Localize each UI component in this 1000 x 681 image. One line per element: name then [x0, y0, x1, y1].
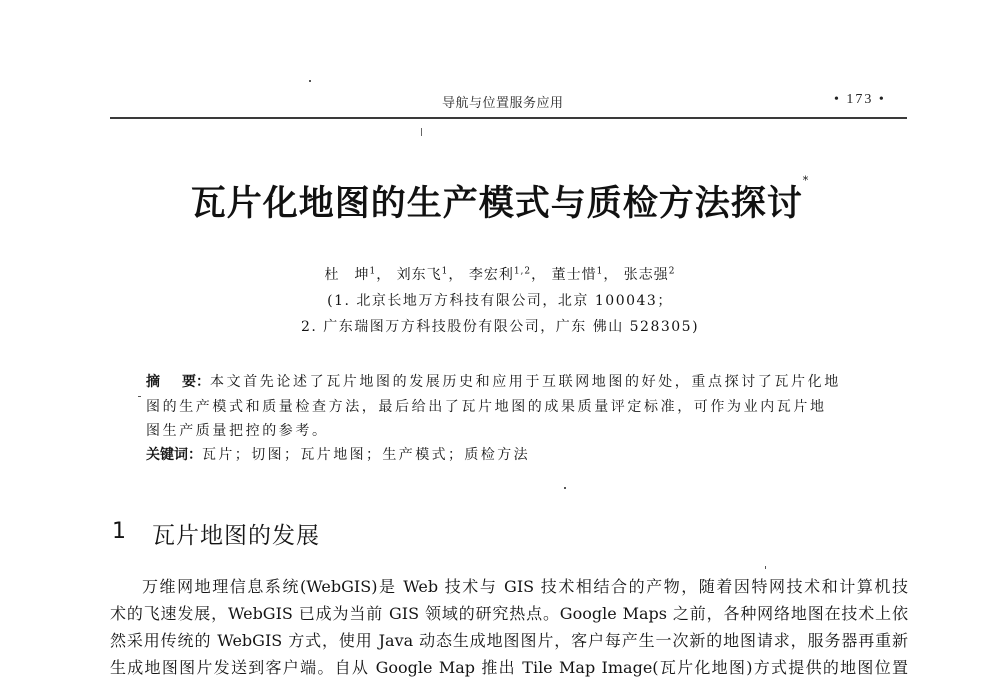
body-line: 然采用传统的 WebGIS 方式，使用 Java 动态生成地图图片，客户每产生一次新的地图请求，服务器再重新: [110, 631, 908, 650]
author: 张志强$^2$: [623, 266, 676, 283]
section-number: 1: [112, 519, 126, 544]
paper-title-text: 瓦片化地图的生产模式与质检方法探讨: [190, 183, 803, 224]
body-line: 生成地图图片发送到客户端。自从 Google Map 推出 Tile Map Image(瓦片化地图)方式提供的地图位置: [110, 658, 908, 677]
scan-speck: [138, 396, 141, 397]
header-rule: [110, 117, 907, 119]
keywords-text: 瓦片；切图；瓦片地图；生产模式；质检方法: [202, 447, 530, 463]
author: 杜 坤$^1$: [324, 266, 377, 283]
running-header-section: 导航与位置服务应用: [442, 96, 564, 111]
author-list: 杜 坤$^1$， 刘东飞$^1$， 李宏利$^{1,2}$， 董士惜$^1$， 张志强$^2$: [324, 266, 676, 283]
body-line: 万维网地理信息系统(WebGIS)是 Web 技术与 GIS 技术相结合的产物，随着因特网技术和计算机技: [142, 577, 908, 596]
author: 董士惜$^1$: [551, 266, 604, 283]
author: 刘东飞$^1$: [396, 266, 449, 283]
body-paragraph: [110, 573, 910, 681]
body-line: 术的飞速发展，WebGIS 已成为当前 GIS 领域的研究热点。Google Maps 之前，各种网络地图在技术上依: [110, 604, 908, 623]
abstract-label: 摘 要：: [146, 374, 210, 390]
paper-title: [0, 176, 1000, 226]
scan-speck: [564, 487, 566, 489]
scan-speck: [309, 80, 311, 82]
affiliation-1: (1. 北京长地万方科技有限公司，北京 100043；: [327, 293, 673, 309]
section-title: 瓦片地图的发展: [152, 523, 320, 549]
author: 李宏利$^{1,2}$: [468, 266, 532, 283]
abstract-line: 摘 要：本文首先论述了瓦片地图的发展历史和应用于互联网地图的好处，重点探讨了瓦片化地: [146, 374, 841, 390]
title-footnote-mark: *: [802, 174, 810, 187]
abstract-line: 图生产质量把控的参考。: [146, 423, 329, 439]
affiliation-2: 2. 广东瑞图万方科技股份有限公司，广东 佛山 528305): [300, 319, 700, 335]
scan-artifact-mark: [421, 128, 422, 136]
keywords: [146, 444, 530, 464]
abstract: [146, 370, 874, 444]
keywords-label: 关键词：: [146, 447, 202, 463]
scan-speck: [765, 566, 766, 569]
page-number: • 173 •: [834, 92, 886, 107]
abstract-line: 图的生产模式和质量检查方法，最后给出了瓦片地图的成果质量评定标准，可作为业内瓦片地: [146, 398, 827, 415]
